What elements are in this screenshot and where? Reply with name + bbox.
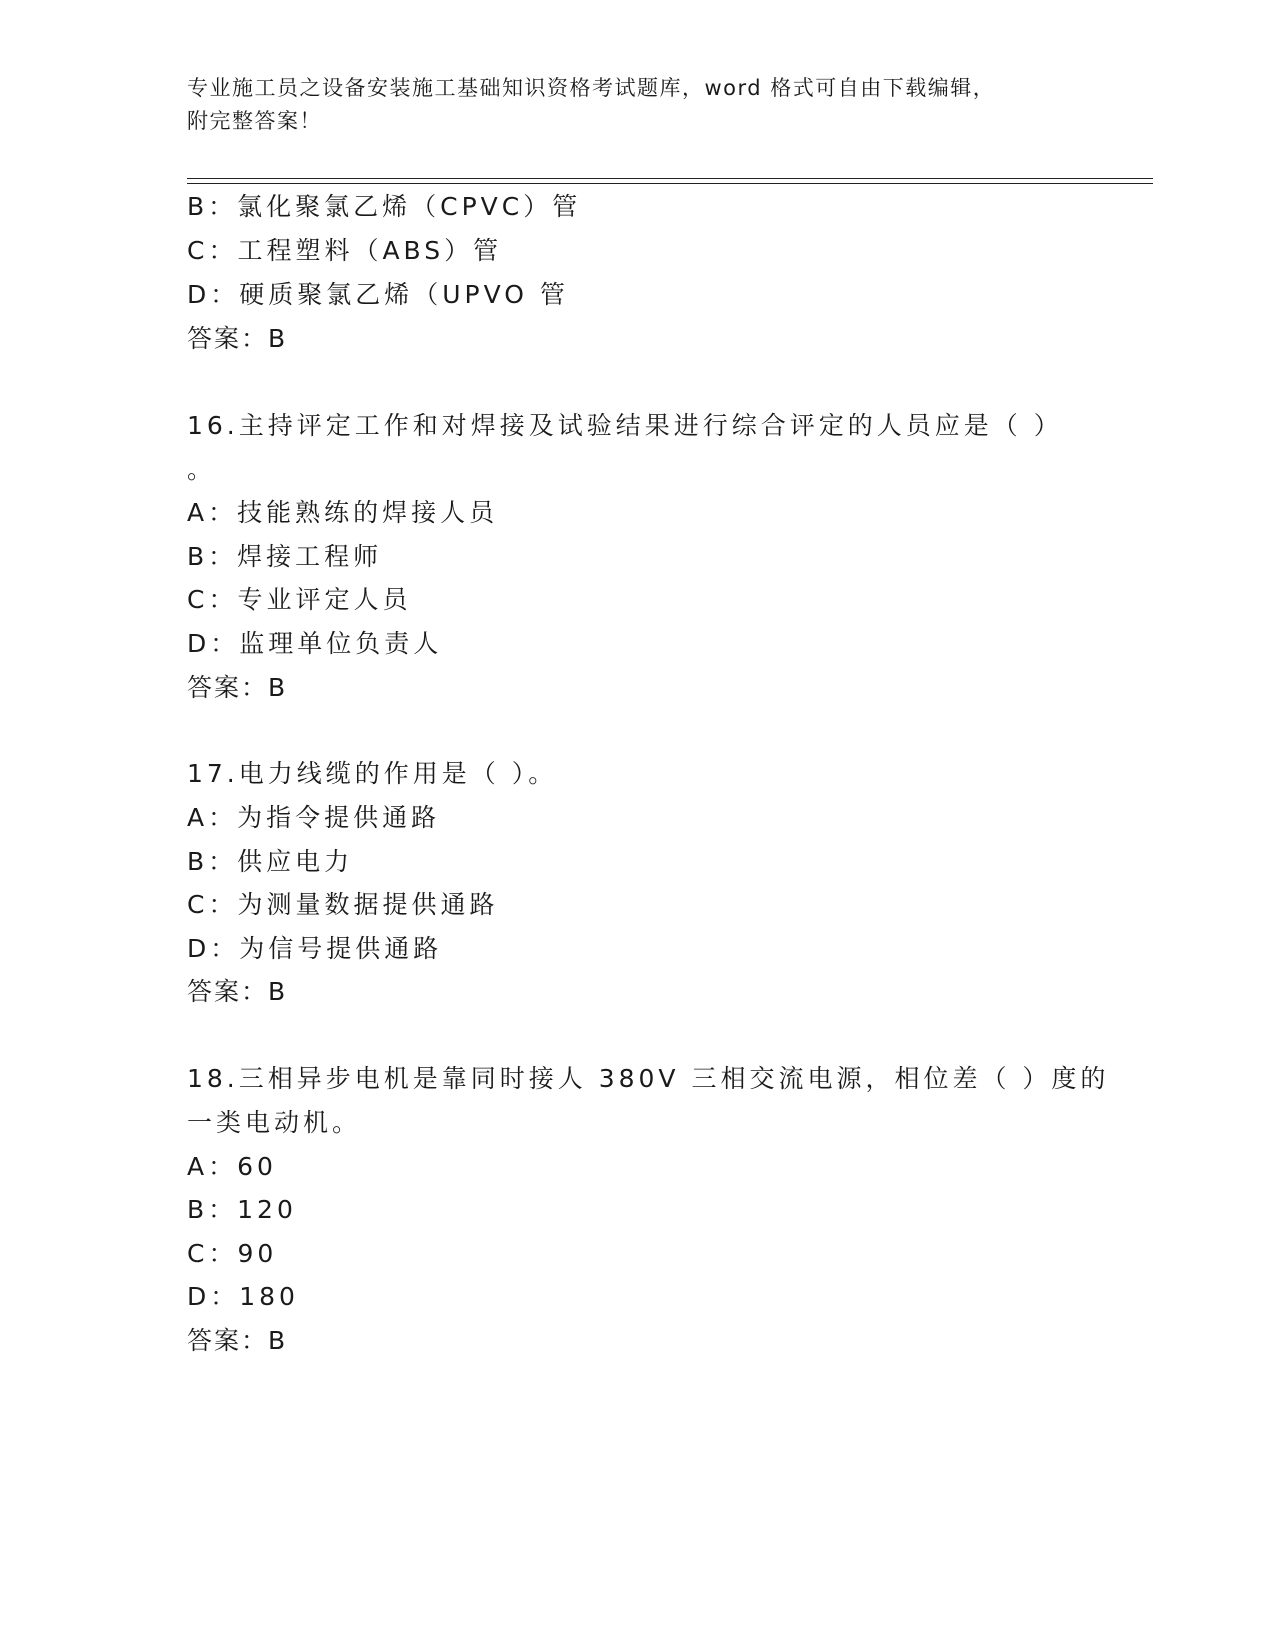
- q17-option-b: B：供应电力: [187, 847, 354, 876]
- q18-stem-line-2: 一类电动机。: [187, 1108, 362, 1137]
- q16-stem-line-2: 。: [187, 455, 217, 484]
- header-line-1: 专业施工员之设备安装施工基础知识资格考试题库，word 格式可自由下载编辑，: [187, 76, 996, 100]
- document-header: [187, 72, 1087, 138]
- q15-option-c: C：工程塑料（ABS）管: [187, 236, 503, 265]
- q17-answer: 答案：B: [187, 977, 288, 1006]
- q15-answer: 答案：B: [187, 324, 288, 353]
- q16-option-c: C：专业评定人员: [187, 585, 412, 614]
- q17-option-c: C：为测量数据提供通路: [187, 890, 499, 919]
- q16-option-a: A：技能熟练的焊接人员: [187, 498, 499, 527]
- q16-answer: 答案：B: [187, 673, 288, 702]
- q17-option-a: A：为指令提供通路: [187, 803, 441, 832]
- header-divider-bottom: [187, 183, 1153, 184]
- q16-option-b: B：焊接工程师: [187, 542, 383, 571]
- q18-option-c: C：90: [187, 1239, 278, 1268]
- q18-option-a: A：60: [187, 1152, 277, 1181]
- q18-option-b: B：120: [187, 1195, 297, 1224]
- q16-stem-line-1: 16.主持评定工作和对焊接及试验结果进行综合评定的人员应是（ ）: [187, 411, 1063, 440]
- q18-answer: 答案：B: [187, 1326, 288, 1355]
- q15-option-d: D：硬质聚氯乙烯（UPVO 管: [187, 280, 569, 309]
- header-divider-top: [187, 178, 1153, 179]
- q17-stem: 17.电力线缆的作用是（ ）。: [187, 759, 558, 788]
- header-line-2: 附完整答案！: [187, 109, 322, 133]
- q17-option-d: D：为信号提供通路: [187, 934, 443, 963]
- q15-option-b: B：氯化聚氯乙烯（CPVC）管: [187, 192, 582, 221]
- q18-stem-line-1: 18.三相异步电机是靠同时接人 380V 三相交流电源，相位差（ ）度的: [187, 1064, 1110, 1093]
- q18-option-d: D：180: [187, 1282, 299, 1311]
- q16-option-d: D：监理单位负责人: [187, 629, 443, 658]
